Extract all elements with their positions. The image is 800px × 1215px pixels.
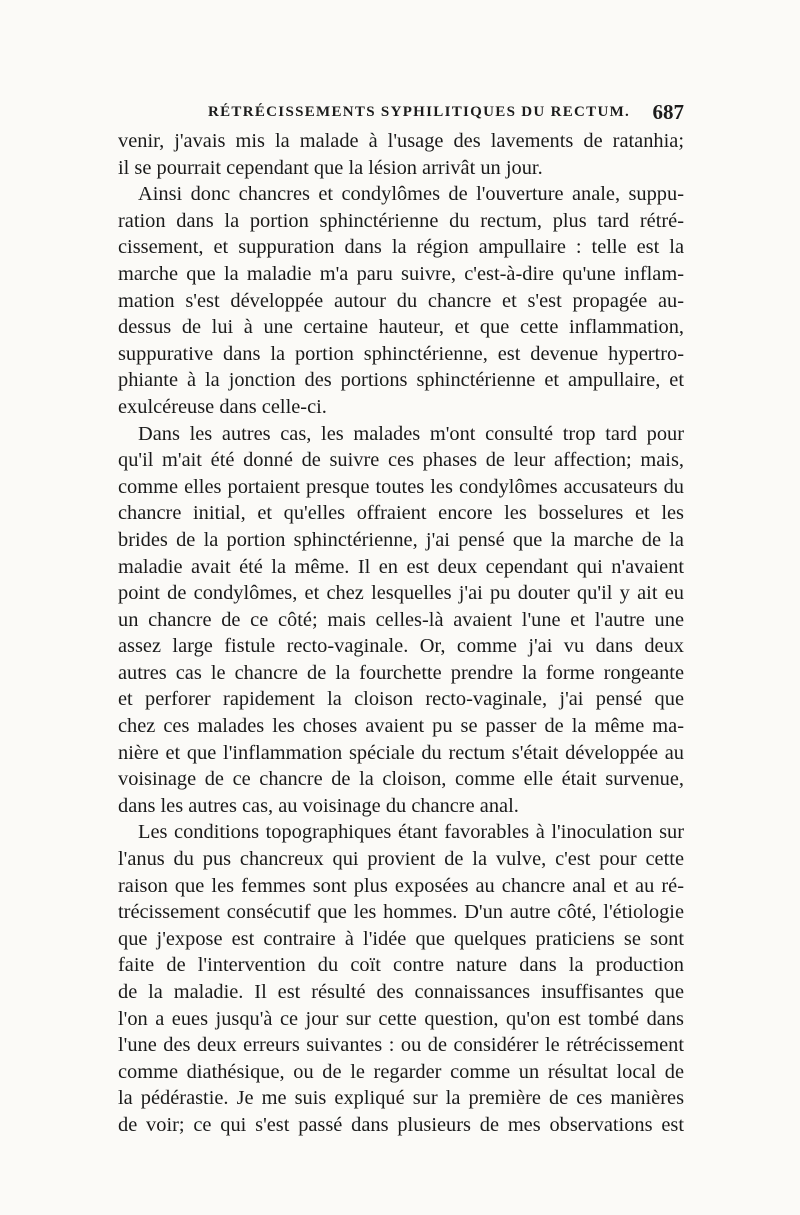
page-header: [118, 100, 684, 130]
text-line: faite de l'intervention du coït contre nature dans la production: [118, 954, 684, 977]
body-text: [118, 128, 684, 1139]
text-line: l'on a eues jusqu'à ce jour sur cette question, qu'on est tombé dans: [118, 1007, 684, 1030]
text-line: que j'expose est contraire à l'idée que quelques praticiens se sont: [118, 927, 684, 950]
text-line: chancre initial, et qu'elles offraient encore les bosselures et les: [118, 502, 684, 525]
text-line: suppurative dans la portion sphinctérienne, est devenue hypertro-: [118, 342, 684, 365]
text-line: Dans les autres cas, les malades m'ont consulté trop tard pour: [138, 422, 684, 445]
text-line: qu'il m'ait été donné de suivre ces phases de leur affection; mais,: [118, 449, 684, 472]
text-line: ration dans la portion sphinctérienne du rectum, plus tard rétré-: [118, 209, 684, 232]
text-line: l'une des deux erreurs suivantes : ou de considérer le rétrécissement: [118, 1034, 684, 1057]
text-line: mation s'est développée autour du chancre et s'est propagée au-: [118, 289, 684, 312]
text-line: de la maladie. Il est résulté des connaissances insuffisantes que: [118, 981, 684, 1003]
text-line: maladie avait été la même. Il en est deux cependant qui n'avaient: [118, 555, 684, 578]
text-line: l'anus du pus chancreux qui provient de la vulve, c'est pour cette: [118, 848, 684, 871]
text-line: Les conditions topographiques étant favorables à l'inoculation sur: [138, 821, 684, 844]
running-head: RÉTRÉCISSEMENTS SYPHILITIQUES DU RECTUM.: [208, 104, 631, 120]
text-line: marche que la maladie m'a paru suivre, c'est-à-dire qu'une inflam-: [118, 262, 684, 285]
text-line: dessus de lui à une certaine hauteur, et que cette inflammation,: [118, 316, 684, 339]
text-line: de voir; ce qui s'est passé dans plusieurs de mes observations est: [118, 1113, 684, 1136]
text-line: brides de la portion sphinctérienne, j'ai pensé que la marche de la: [118, 528, 684, 551]
text-line: un chancre de ce côté; mais celles-là avaient l'une et l'autre une: [118, 608, 684, 631]
text-line: raison que les femmes sont plus exposées au chancre anal et au ré-: [118, 874, 684, 897]
text-line: trécissement consécutif que les hommes. D'un autre côté, l'étiologie: [118, 901, 684, 924]
text-line: assez large fistule recto-vaginale. Or, comme j'ai vu dans deux: [118, 635, 684, 658]
text-line: il se pourrait cependant que la lésion arrivât un jour.: [118, 156, 543, 179]
text-line: exulcéreuse dans celle-ci.: [118, 395, 327, 418]
text-line: chez ces malades les choses avaient pu se passer de la même ma-: [118, 715, 684, 738]
text-line: dans les autres cas, au voisinage du chancre anal.: [118, 794, 519, 817]
text-line: venir, j'avais mis la malade à l'usage des lavements de ratanhia;: [118, 130, 684, 152]
text-line: comme elles portaient presque toutes les condylômes accusateurs du: [118, 475, 684, 498]
text-line: cissement, et suppuration dans la région ampullaire : telle est la: [118, 236, 684, 259]
text-line: et perforer rapidement la cloison recto-vaginale, j'ai pensé que: [118, 688, 684, 711]
text-line: la pédérastie. Je me suis expliqué sur la première de ces manières: [118, 1087, 684, 1110]
text-line: Ainsi donc chancres et condylômes de l'ouverture anale, suppu-: [138, 183, 684, 206]
text-line: point de condylômes, et chez lesquelles j'ai pu douter qu'il y ait eu: [118, 582, 684, 605]
text-line: phiante à la jonction des portions sphinctérienne et ampullaire, et: [118, 369, 684, 392]
text-line: autres cas le chancre de la fourchette prendre la forme rongeante: [118, 661, 684, 684]
text-line: comme diathésique, ou de le regarder comme un résultat local de: [118, 1060, 684, 1083]
page-number: 687: [652, 100, 684, 124]
text-line: voisinage de ce chancre de la cloison, comme elle était survenue,: [118, 768, 684, 791]
text-line: nière et que l'inflammation spéciale du rectum s'était développée au: [118, 741, 684, 764]
